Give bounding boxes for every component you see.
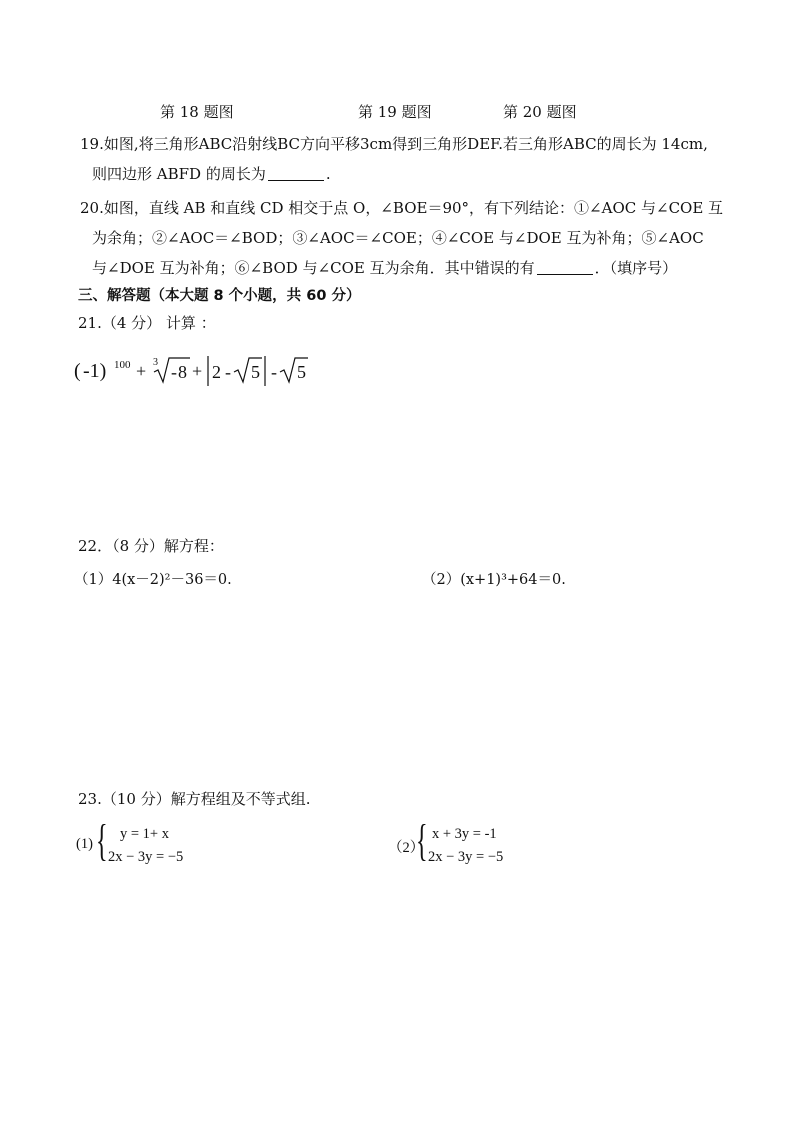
question-19-line-2-text: 则四边形 ABFD 的周长为 <box>92 165 266 183</box>
question-20-line-2: 为余角；②∠AOC＝∠BOD；③∠AOC＝∠COE；④∠COE 与∠DOE 互为补角；⑤∠AOC <box>92 229 704 247</box>
question-20-line-3-end: ．（填序号） <box>594 259 678 277</box>
question-20-line-1: 20.如图，直线 AB 和直线 CD 相交于点 O，∠BOE＝90°，有下列结论：①∠AOC 与∠COE 互 <box>80 199 724 217</box>
figure-caption-19: 第 19 题图 <box>358 103 432 121</box>
figure-caption-18: 第 18 题图 <box>160 103 234 121</box>
expression-svg <box>74 354 314 388</box>
svg-text:5: 5 <box>251 362 260 382</box>
answer-blank-19[interactable] <box>268 166 324 181</box>
question-21-header: 21.（4 分） 计算 ： <box>78 314 216 332</box>
left-brace-icon: { <box>416 816 428 865</box>
svg-text:8: 8 <box>178 362 187 382</box>
svg-text:5: 5 <box>297 362 306 382</box>
question-20-line-3 <box>92 258 677 278</box>
svg-text:-: - <box>171 362 177 382</box>
system-2-equation-1: x + 3y = -1 <box>432 826 497 842</box>
question-22-part-2: （2）(x+1)³+64＝0. <box>422 572 566 588</box>
question-21-expression <box>74 354 314 392</box>
svg-text:-: - <box>271 362 277 382</box>
svg-text:3: 3 <box>153 357 158 368</box>
svg-text:-: - <box>225 362 231 382</box>
answer-blank-20[interactable] <box>537 260 593 275</box>
figure-caption-20: 第 20 题图 <box>503 103 577 121</box>
question-23-system-1 <box>76 816 276 872</box>
system-1-equation-2: 2x − 3y = −5 <box>108 849 184 865</box>
section-heading-3: 三、解答题（本大题 8 个小题，共 60 分） <box>78 288 361 304</box>
question-20-line-3-text: 与∠DOE 互为补角；⑥∠BOD 与∠COE 互为余角．其中错误的有 <box>92 259 535 277</box>
system-1-equation-1: y = 1+ x <box>120 826 169 842</box>
question-22-part-1: （1）4(x－2)²－36＝0. <box>74 572 232 588</box>
svg-text:100: 100 <box>114 359 131 371</box>
svg-text:-1): -1) <box>83 360 107 382</box>
question-19-line-2-end: . <box>325 165 331 183</box>
svg-text:+: + <box>136 361 147 381</box>
svg-text:+: + <box>192 361 203 381</box>
left-brace-icon: { <box>96 816 108 865</box>
system-1-label: (1) <box>76 836 93 852</box>
question-23-system-2 <box>388 816 588 872</box>
system-2-equation-2: 2x − 3y = −5 <box>428 849 504 865</box>
question-19-line-1: 19.如图,将三角形ABC沿射线BC方向平移3cm得到三角形DEF.若三角形ABC的周长为 14cm, <box>80 135 708 153</box>
question-19-line-2 <box>92 164 331 184</box>
question-22-header: 22．（8 分）解方程： <box>78 537 224 555</box>
svg-text:2: 2 <box>212 362 221 382</box>
system-2-label: （2） <box>388 840 425 856</box>
svg-text:(: ( <box>74 360 81 382</box>
question-23-header: 23.（10 分）解方程组及不等式组. <box>78 790 311 808</box>
